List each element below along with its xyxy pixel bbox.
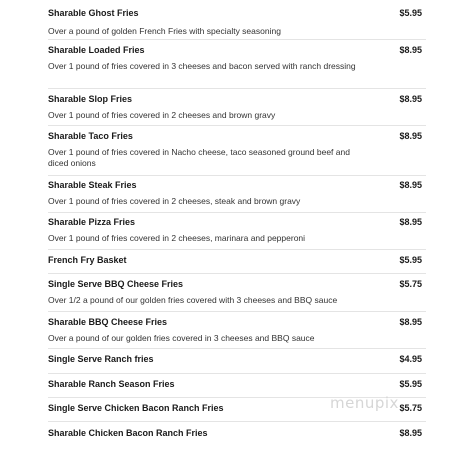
item-name: Sharable Slop Fries bbox=[48, 94, 133, 104]
item-description: Over 1 pound of fries covered in 2 cheeses, steak and brown gravy bbox=[48, 196, 301, 206]
item-name: Single Serve BBQ Cheese Fries bbox=[48, 279, 184, 289]
menu-item bbox=[48, 40, 426, 89]
item-description: Over a pound of golden French Fries with specialty seasoning bbox=[48, 26, 281, 36]
item-description: Over 1 pound of fries covered in 3 cheeses and bacon served with ranch dressing bbox=[48, 61, 356, 71]
item-name: Sharable Ranch Season Fries bbox=[48, 379, 175, 389]
item-name: Sharable BBQ Cheese Fries bbox=[48, 317, 168, 327]
item-name: Sharable Loaded Fries bbox=[48, 45, 145, 55]
item-price: $4.95 bbox=[399, 354, 422, 364]
item-price: $8.95 bbox=[399, 45, 422, 55]
item-name: Sharable Steak Fries bbox=[48, 180, 137, 190]
item-price: $8.95 bbox=[399, 180, 422, 190]
item-description: Over 1/2 a pound of our golden fries covered with 3 cheeses and BBQ sauce bbox=[48, 295, 338, 305]
item-description: Over 1 pound of fries covered in Nacho cheese, taco seasoned ground beef and diced onions bbox=[48, 147, 350, 168]
item-name: Sharable Pizza Fries bbox=[48, 217, 136, 227]
item-price: $5.75 bbox=[399, 403, 422, 413]
item-price: $8.95 bbox=[399, 428, 422, 438]
menu-item bbox=[48, 89, 426, 126]
item-description: Over a pound of our golden fries covered in 3 cheeses and BBQ sauce bbox=[48, 333, 315, 343]
item-price: $8.95 bbox=[399, 217, 422, 227]
menu-item bbox=[48, 349, 426, 374]
item-name: Sharable Taco Fries bbox=[48, 131, 133, 141]
item-price: $5.95 bbox=[399, 8, 422, 18]
menu-item bbox=[48, 0, 426, 40]
menu-item bbox=[48, 126, 426, 176]
item-price: $5.75 bbox=[399, 279, 422, 289]
item-description: Over 1 pound of fries covered in 2 cheeses, marinara and pepperoni bbox=[48, 233, 306, 243]
menu-item bbox=[48, 176, 426, 213]
menu-item bbox=[48, 274, 426, 312]
item-name: Sharable Ghost Fries bbox=[48, 8, 139, 18]
item-name: Single Serve Chicken Bacon Ranch Fries bbox=[48, 403, 224, 413]
menu-item bbox=[48, 422, 426, 452]
item-description: Over 1 pound of fries covered in 2 cheeses and brown gravy bbox=[48, 110, 276, 120]
item-price: $5.95 bbox=[399, 379, 422, 389]
menu-item bbox=[48, 213, 426, 250]
item-price: $8.95 bbox=[399, 131, 422, 141]
watermark-logo: menupix bbox=[330, 394, 399, 412]
item-name: Sharable Chicken Bacon Ranch Fries bbox=[48, 428, 208, 438]
menu-item bbox=[48, 250, 426, 274]
item-name: French Fry Basket bbox=[48, 255, 127, 265]
item-price: $8.95 bbox=[399, 317, 422, 327]
item-price: $8.95 bbox=[399, 94, 422, 104]
item-price: $5.95 bbox=[399, 255, 422, 265]
item-name: Single Serve Ranch fries bbox=[48, 354, 154, 364]
menu-item bbox=[48, 312, 426, 349]
